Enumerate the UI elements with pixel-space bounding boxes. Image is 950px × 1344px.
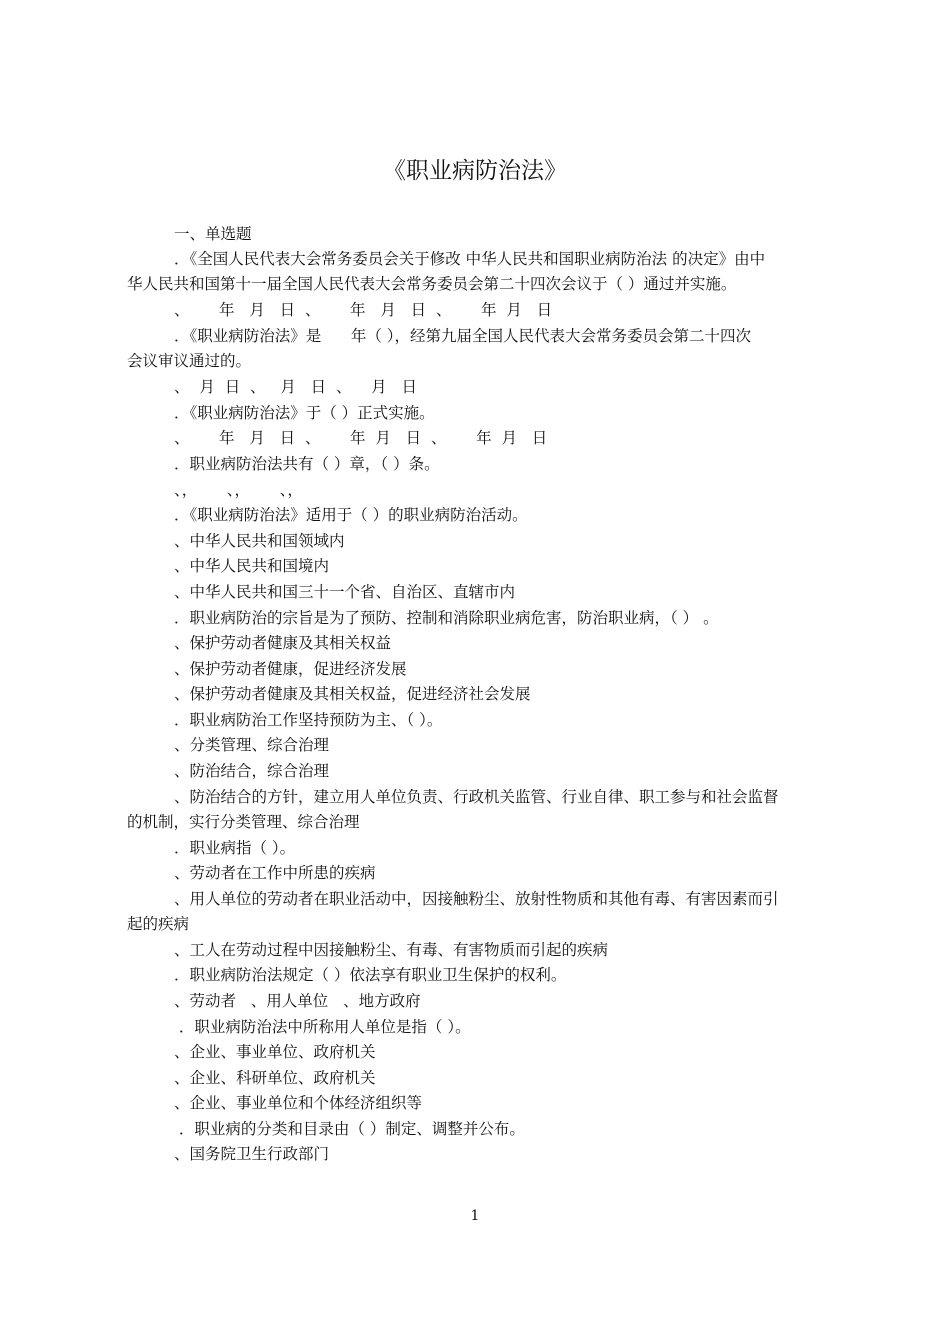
answer-option: 、分类管理、综合治理 (174, 736, 330, 754)
answer-option: 、企业、科研单位、政府机关 (174, 1069, 376, 1087)
answer-option: 、企业、事业单位和个体经济组织等 (174, 1094, 423, 1112)
question-text: ．《职业病防治法》于（ ）正式实施。 (174, 404, 435, 422)
answer-option: 、中华人民共和国境内 (174, 557, 330, 575)
answer-option: 、用人单位的劳动者在职业活动中，因接触粉尘、放射性物质和其他有毒、有害因素而引 (174, 890, 779, 908)
answer-option-continued: 的机制，实行分类管理、综合治理 (127, 813, 360, 831)
page-number: 1 (470, 1208, 480, 1224)
question-text: ．职业病指（ ）。 (174, 839, 296, 857)
answer-option: 、国务院卫生行政部门 (174, 1145, 330, 1163)
question-text: ．职业病防治法共有（ ）章，（ ）条。 (174, 455, 440, 473)
question-text: ．《全国人民代表大会常务委员会关于修改 中华人民共和国职业病防治法 的决定》由中 (174, 250, 766, 268)
answer-option: 、防治结合的方针，建立用人单位负责、行政机关监管、行业自律、职工参与和社会监督 (174, 788, 779, 806)
answer-option: 、保护劳动者健康，促进经济发展 (174, 660, 407, 678)
question-text: ．《职业病防治法》是 年（ ），经第九届全国人民代表大会常务委员会第二十四次 (174, 327, 751, 345)
answer-option: 、企业、事业单位、政府机关 (174, 1043, 376, 1061)
answer-options: 、 月 日 、 月 日 、 月 日 (174, 378, 417, 396)
answer-options: 、 年 月 日 、 年 月 日 、 年 月 日 (174, 429, 548, 447)
question-text: ．职业病防治法中所称用人单位是指（ ）。 (174, 1018, 471, 1036)
answer-options: 、， 、， 、， (174, 481, 303, 499)
answer-option: 、工人在劳动过程中因接触粉尘、有毒、有害物质而引起的疾病 (174, 941, 609, 959)
section-heading: 一、单选题 (174, 225, 252, 243)
answer-option: 、防治结合，综合治理 (174, 762, 330, 780)
answer-options: 、 年 月 日 、 年 月 日 、 年 月 日 (174, 301, 553, 319)
question-text: ．职业病防治法规定（ ）依法享有职业卫生保护的权利。 (174, 966, 567, 984)
answer-option: 、中华人民共和国领域内 (174, 532, 345, 550)
question-text: ．职业病防治的宗旨是为了预防、控制和消除职业病危害，防治职业病，（ ） 。 (174, 609, 719, 627)
answer-option-continued: 起的疾病 (127, 915, 190, 933)
answer-option: 、保护劳动者健康及其相关权益，促进经济社会发展 (174, 685, 531, 703)
answer-option: 、劳动者在工作中所患的疾病 (174, 864, 376, 882)
question-text: ．职业病防治工作坚持预防为主、（ ）。 (174, 711, 443, 729)
question-text-continued: 会议审议通过的。 (127, 352, 252, 370)
question-text: ．职业病的分类和目录由（ ）制定、调整并公布。 (174, 1120, 525, 1138)
question-text: ．《职业病防治法》适用于（ ）的职业病防治活动。 (174, 506, 528, 524)
answer-option: 、中华人民共和国三十一个省、自治区、直辖市内 (174, 583, 516, 601)
question-text-continued: 华人民共和国第十一届全国人民代表大会常务委员会第二十四次会议于（ ）通过并实施。 (127, 275, 737, 293)
answer-option: 、保护劳动者健康及其相关权益 (174, 634, 392, 652)
answer-options: 、劳动者 、用人单位 、地方政府 (174, 992, 421, 1010)
page-title: 《职业病防治法》 (383, 158, 567, 184)
